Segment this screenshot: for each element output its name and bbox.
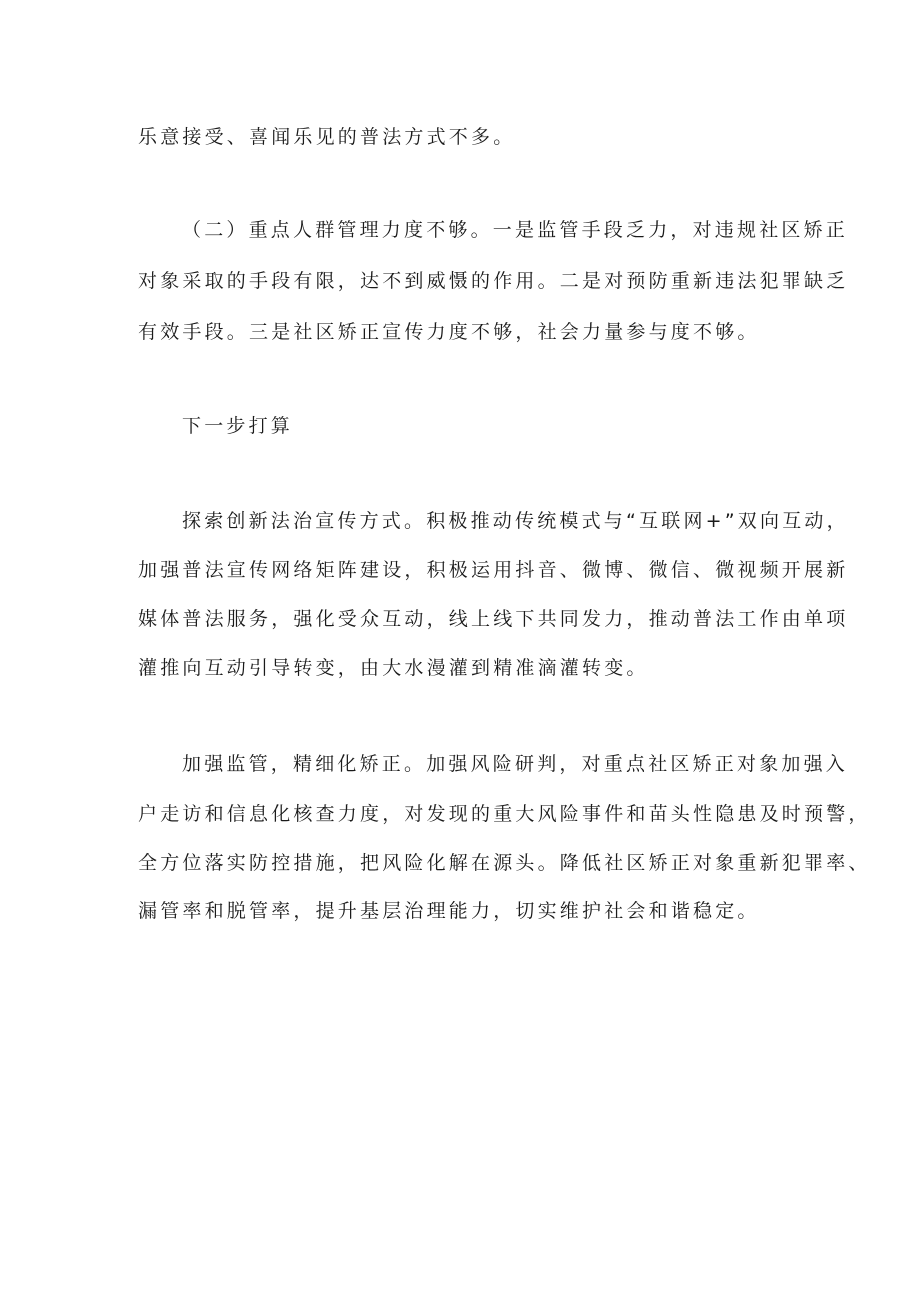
paragraph-2-line-2: 对象采取的手段有限，达不到威慑的作用。二是对预防重新违法犯罪缺乏 bbox=[138, 270, 849, 292]
paragraph-3-line-4: 灌推向互动引导转变，由大水漫灌到精准滴灌转变。 bbox=[138, 657, 649, 679]
paragraph-4-line-3: 全方位落实防控措施，把风险化解在源头。降低社区矫正对象重新犯罪率、 bbox=[138, 852, 871, 874]
paragraph-4-line-2: 户走访和信息化核查力度，对发现的重大风险事件和苗头性隐患及时预警， bbox=[138, 803, 871, 825]
paragraph-3-line-2: 加强普法宣传网络矩阵建设，积极运用抖音、微博、微信、微视频开展新 bbox=[138, 559, 849, 581]
paragraph-3-line-3: 媒体普法服务，强化受众互动，线上线下共同发力，推动普法工作由单项 bbox=[138, 608, 849, 630]
paragraph-2-line-3: 有效手段。三是社区矫正宣传力度不够，社会力量参与度不够。 bbox=[138, 321, 760, 343]
paragraph-1-line-1: 乐意接受、喜闻乐见的普法方式不多。 bbox=[138, 126, 516, 148]
paragraph-2-line-1: （二）重点人群管理力度不够。一是监管手段乏力，对违规社区矫正 bbox=[182, 219, 849, 241]
paragraph-4-line-1: 加强监管，精细化矫正。加强风险研判，对重点社区矫正对象加强入 bbox=[182, 753, 849, 775]
paragraph-3-line-1: 探索创新法治宣传方式。积极推动传统模式与“互联网+”双向互动， bbox=[182, 510, 849, 532]
paragraph-4-line-4: 漏管率和脱管率，提升基层治理能力，切实维护社会和谐稳定。 bbox=[138, 900, 760, 922]
section-heading: 下一步打算 bbox=[182, 415, 294, 437]
